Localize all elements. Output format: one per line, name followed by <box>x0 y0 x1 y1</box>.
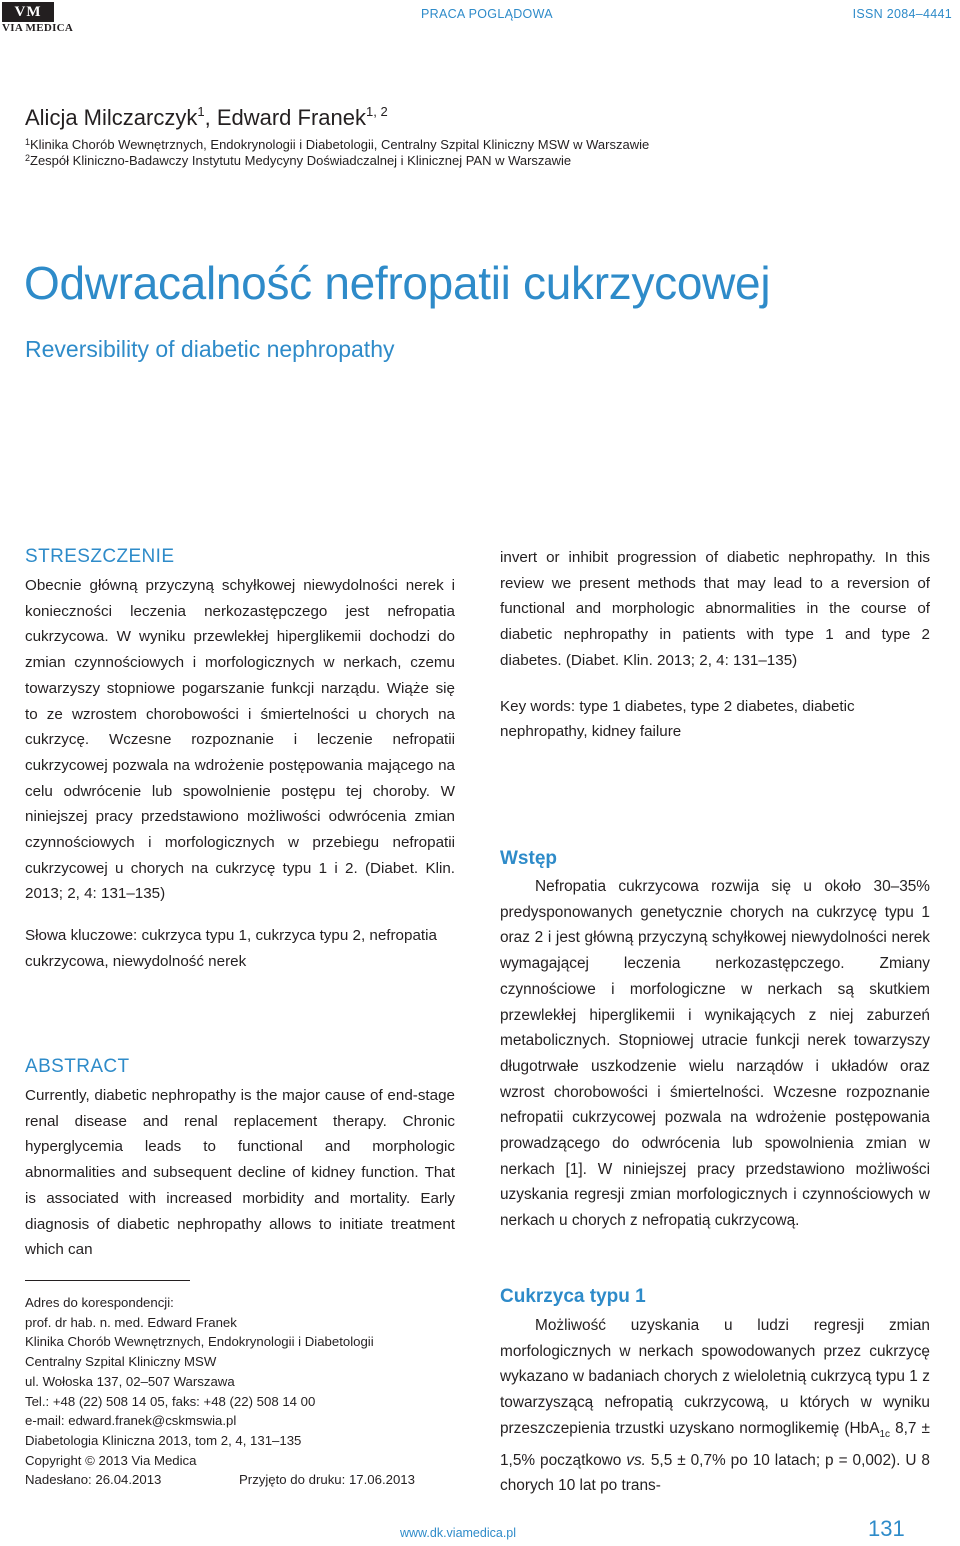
wstep-heading: Wstęp <box>500 848 557 869</box>
correspondence-line: Tel.: +48 (22) 508 14 05, faks: +48 (22) 508 14 00 <box>25 1393 316 1409</box>
cukrzyca-text-vs: vs. <box>626 1451 646 1469</box>
wstep-text: Nefropatia cukrzycowa rozwija się u około 30–35% predysponowanych genetycznie chorych na cukrzycę typu 1 oraz 2 i jest główną przyczyną schyłkowej niewydolności nerek wymagającej leczenia nerkozastępczego. Zmiany czynnościowe i morfologiczne w nerkach są skutkiem przewlekłej hiperglikemii i wynikających z niej zaburzeń metabolicznych. Stopniowej utracie funkcji nerek towarzyszy długotrwałe uszkodzenie wielu narządów i układów oraz wzrost chorobowości i śmiertelności. Wczesne rozpoznanie nefropatii cukrzycowej pozwala na wdrożenie postępowania prowadzącego do odwrócenia lub spowolnienia zmian w nerkach [1]. W niniejszej pracy przedstawiono możliwości uzyskania regresji zmian morfologicznych i czynnościowych w nerkach u chorych z nefropatią cukrzycową. <box>500 878 930 1230</box>
affiliation-1-text: Klinika Chorób Wewnętrznych, Endokrynologii i Diabetologii, Centralny Szpital Kliniczny MSW w Warszawie <box>30 137 650 152</box>
affiliation-1-num: 1 <box>25 137 31 147</box>
cukrzyca-text-part-a: Możliwość uzyskania u ludzi regresji zmian morfologicznych w nerkach spowodowanych przez cukrzycę wykazano w badaniach chorych z wieloletnią cukrzycą typu 1 z towarzyszącą nefropatią cukrzycową, u których w wyniku przeszczepienia trzustki uzyskano normoglikemię (HbA <box>500 1317 930 1437</box>
correspondence-line: Diabetologia Kliniczna 2013, tom 2, 4, 131–135 <box>25 1432 302 1448</box>
correspondence-dates <box>25 1470 465 1490</box>
correspondence-block <box>25 1293 465 1490</box>
streszczenie-keywords: Słowa kluczowe: cukrzyca typu 1, cukrzyca typu 2, nefropatia cukrzycowa, niewydolność nerek <box>25 927 437 970</box>
abstract-continued <box>500 545 930 745</box>
authors <box>25 104 388 131</box>
streszczenie-section <box>25 545 455 974</box>
author-2-affil: 1, 2 <box>366 104 388 119</box>
affiliation-2-text: Zespół Kliniczno-Badawczy Instytutu Medycyny Doświadczalnej i Klinicznej PAN w Warszawie <box>30 153 572 168</box>
correspondence-line: Centralny Szpital Kliniczny MSW <box>25 1354 217 1370</box>
affiliation-1 <box>25 137 649 152</box>
abstract-section <box>25 1055 455 1263</box>
abstract-text-right: invert or inhibit progression of diabetic nephropathy. In this review we present methods that may lead to a reversion of functional and morphologic abnormalities in the course of diabetic nephropathy in patients with type 1 and type 2 diabetes. (Diabet. Klin. 2013; 2, 4: 131–135) <box>500 549 930 669</box>
page-number: 131 <box>868 1516 905 1541</box>
cukrzyca-typu-1-heading: Cukrzyca typu 1 <box>500 1286 646 1307</box>
affiliation-2-num: 2 <box>25 153 31 163</box>
title-english: Reversibility of diabetic nephropathy <box>25 336 395 362</box>
submitted-date: Nadesłano: 26.04.2013 <box>25 1472 162 1488</box>
correspondence-line: Adres do korespondencji: <box>25 1295 174 1310</box>
article-type: PRACA POGLĄDOWA <box>421 7 553 21</box>
abstract-keywords: Key words: type 1 diabetes, type 2 diabetes, diabetic nephropathy, kidney failure <box>500 697 855 741</box>
logo-mark: VM <box>2 2 54 22</box>
author-2: Edward Franek <box>216 105 367 130</box>
hba1c-subscript: 1c <box>879 1428 891 1440</box>
affiliation-2 <box>25 153 571 168</box>
correspondence-divider <box>25 1280 190 1281</box>
author-1-affil: 1 <box>197 104 205 119</box>
publisher-logo <box>2 2 74 36</box>
footer-url[interactable]: www.dk.viamedica.pl <box>400 1526 517 1540</box>
abstract-text-left: Currently, diabetic nephropathy is the major cause of end-stage renal disease and renal replacement therapy. Chronic hyperglycemia leads to functional and morphologic abnormalities and subsequent decline of kidney function. That is associated with increased morbidity and mortality. Early diagnosis of diabetic nephropathy allows to initiate treatment which can <box>25 1087 455 1259</box>
issn: ISSN 2084–4441 <box>852 7 952 21</box>
cukrzyca-text-part-c: 5,5 ± 0,7% po 10 latach; p = 0,002). U 8 chorych 10 lat po trans- <box>500 1451 930 1495</box>
streszczenie-heading: STRESZCZENIE <box>25 546 175 567</box>
correspondence-line: Klinika Chorób Wewnętrznych, Endokrynologii i Diabetologii <box>25 1334 374 1350</box>
cukrzyca-text-part-b: 8,7 ± 1,5% początkowo <box>500 1419 930 1469</box>
correspondence-line: Copyright © 2013 Via Medica <box>25 1452 197 1468</box>
accepted-date: Przyjęto do druku: 17.06.2013 <box>239 1472 415 1488</box>
wstep-section <box>500 847 930 1234</box>
logo-text: VIA MEDICA <box>2 22 74 34</box>
correspondence-email[interactable]: e-mail: edward.franek@cskmswia.pl <box>25 1413 237 1429</box>
author-1: Alicja Milczarczyk <box>25 105 198 130</box>
cukrzyca-typu-1-text <box>500 1313 930 1499</box>
title-polish: Odwracalność nefropatii cukrzycowej <box>24 257 771 309</box>
correspondence-line: ul. Wołoska 137, 02–507 Warszawa <box>25 1373 235 1389</box>
author-separator: , <box>204 105 217 130</box>
abstract-heading: ABSTRACT <box>25 1056 130 1077</box>
correspondence-line: prof. dr hab. n. med. Edward Franek <box>25 1314 237 1330</box>
streszczenie-text: Obecnie główną przyczyną schyłkowej niewydolności nerek i konieczności leczenia nerkozastępczego jest nefropatia cukrzycowa. W wyniku przewlekłej hiperglikemii dochodzi do zmian czynnościowych i morfologicznych w nerkach, czemu towarzyszy stopniowe pogarszanie funkcji narządu. Wiąże się to ze wzrostem chorobowości i śmiertelności u chorych na cukrzycę. Wczesne rozpoznanie i leczenie nefropatii cukrzycowej pozwala na wdrożenie postępowania mającego na celu odwrócenie lub spowolnienie postępu tej choroby. W niniejszej pracy przedstawiono możliwości odwrócenia zmian czynnościowych i morfologicznych w przebiegu nefropatii cukrzycowej u chorych na cukrzycę typu 1 i 2. (Diabet. Klin. 2013; 2, 4: 131–135) <box>25 577 455 903</box>
cukrzyca-typu-1-section <box>500 1285 930 1499</box>
